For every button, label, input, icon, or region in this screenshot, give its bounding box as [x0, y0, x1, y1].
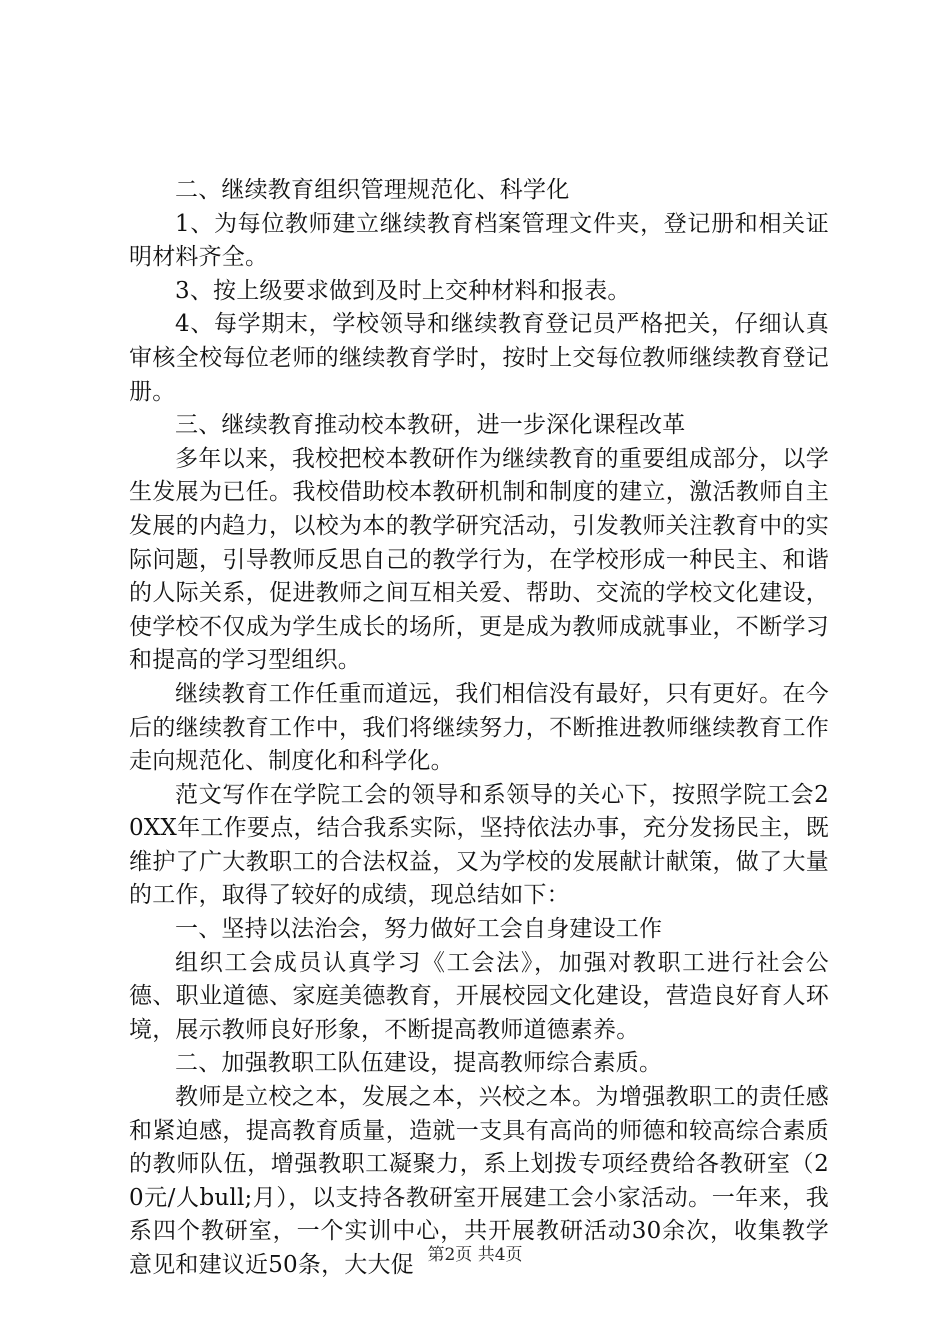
- paragraph: 继续教育工作任重而道远，我们相信没有最好，只有更好。在今后的继续教育工作中，我们将继续努力，不断推进教师继续教育工作走向规范化、制度化和科学化。: [129, 680, 829, 775]
- paragraph: 教师是立校之本，发展之本，兴校之本。为增强教职工的责任感和紧迫感，提高教育质量，造就一支具有高尚的师德和较高综合素质的教师队伍，增强教职工凝聚力，系上划拨专项经费给各教研室（20元/人bull;月），以支持各教研室开展建工会小家活动。一年来，我系四个教研室，一个实训中心，共开展教研活动30余次，收集教学意见和建议近50条，大大促: [129, 1084, 829, 1278]
- paragraph: 组织工会成员认真学习《工会法》，加强对教职工进行社会公德、职业道德、家庭美德教育，开展校园文化建设，营造良好育人环境，展示教师良好形象，不断提高教师道德素养。: [129, 949, 829, 1043]
- paragraph: 多年以来，我校把校本教研作为继续教育的重要组成部分，以学生发展为已任。我校借助校本教研机制和制度的建立，激活教师自主发展的内趋力，以校为本的教学研究活动，引发教师关注教育中的实际问题，引导教师反思自己的教学行为，在学校形成一种民主、和谐的人际关系，促进教师之间互相关爱、帮助、交流的学校文化建设，使学校不仅成为学生成长的场所，更是成为教师成就事业，不断学习和提高的学习型组织。: [129, 445, 829, 674]
- paragraph: 4、每学期末，学校领导和继续教育登记员严格把关，仔细认真审核全校每位老师的继续教育学时，按时上交每位教师继续教育登记册。: [129, 311, 829, 405]
- section-heading-2b: 二、加强教职工队伍建设，提高教师综合素质。: [175, 1050, 663, 1077]
- section-heading-1: 一、坚持以法治会，努力做好工会自身建设工作: [175, 916, 663, 943]
- paragraph: 范文写作在学院工会的领导和系领导的关心下，按照学院工会20XX年工作要点，结合我系实际，坚持依法办事，充分发扬民主，既维护了广大教职工的合法权益，又为学校的发展献计献策，做了大量的工作，取得了较好的成绩，现总结如下：: [129, 781, 829, 909]
- section-heading-3: 三、继续教育推动校本教研，进一步深化课程改革: [175, 412, 686, 439]
- section-heading-2: 二、继续教育组织管理规范化、科学化: [175, 177, 570, 203]
- paragraph: 1、为每位教师建立继续教育档案管理文件夹，登记册和相关证明材料齐全。: [129, 210, 829, 271]
- page-footer: 第2页 共4页: [427, 1245, 523, 1265]
- document-body: [129, 174, 829, 1283]
- paragraph: 3、按上级要求做到及时上交种材料和报表。: [175, 277, 631, 304]
